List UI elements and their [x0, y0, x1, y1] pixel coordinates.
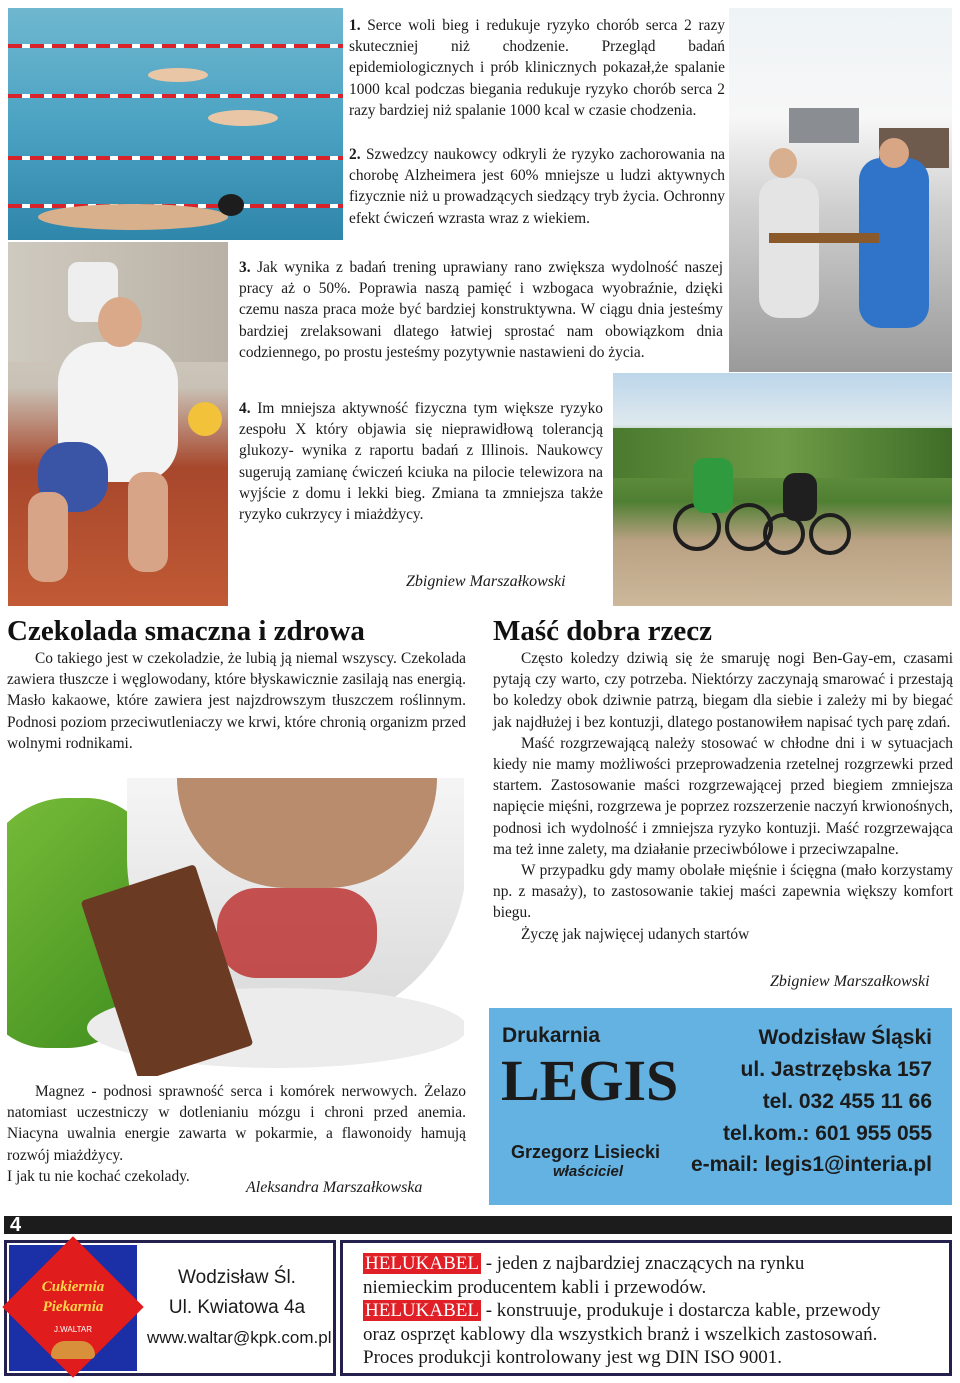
helukabel-brand: HELUKABEL: [365, 1300, 479, 1321]
footer-bar: [4, 1216, 952, 1234]
legis-street: ul. Jastrzębska 157: [740, 1058, 932, 1081]
article-signature: Zbigniew Marszałkowski: [406, 573, 566, 590]
chocolate-signature: Aleksandra Marszałkowska: [246, 1179, 423, 1196]
helukabel-line-4: oraz osprzęt kablowy dla wszystkich branż i wszelkich zastosowań.: [363, 1323, 878, 1345]
legis-owner-role: właściciel: [553, 1163, 624, 1180]
legis-logo: LEGIS: [501, 1048, 679, 1113]
helukabel-advertisement: [340, 1240, 952, 1376]
paragraph-text: Szwedzcy naukowcy odkryli że ryzyko zachorowania na chorobę Alzheimera jest 60% mniejsze u ludzi aktywnych fizycznie niż u prowadzących siedzący tryb życia. Ochronny efekt ćwiczeń wzrasta wraz z wiekiem.: [349, 146, 725, 227]
waltar-logo-line2: Piekarnia: [42, 1299, 104, 1315]
waltar-website: www.waltar@kpk.com.pl: [147, 1328, 332, 1347]
helukabel-brand: HELUKABEL: [365, 1253, 479, 1274]
cocoa-cup-photo: [7, 778, 464, 1076]
waltar-logo-line1: Cukiernia: [41, 1279, 105, 1295]
paragraph-text: Im mniejsza aktywność fizyczna tym większe ryzyko zespołu X który objawia się nieprawidłową tolerancją glukozy- wynika z raportu badań z Illinois. Naukowcy sugerują zamianę ćwiczeń kciuka na pilocie telewizora na wyjście z domu i lekki bieg. Zmiana ta zmniejsza także ryzyko cukrzycy i miażdżycy.: [239, 400, 603, 524]
ointment-signature: Zbigniew Marszałkowski: [770, 973, 930, 990]
chocolate-intro: [7, 648, 466, 754]
legis-city: Wodzisław Śląski: [758, 1026, 932, 1049]
helukabel-line-1: HELUKABEL - jeden z najbardziej znaczących na rynku: [365, 1253, 805, 1274]
helukabel-line-3: HELUKABEL - konstruuje, produkuje i dostarcza kable, przewody: [365, 1300, 881, 1321]
paragraph-number: 2.: [349, 146, 361, 163]
paragraph-number: 3.: [239, 259, 251, 276]
article-paragraph-1: [349, 15, 725, 121]
waltar-logo-brand: J.WALTAR: [53, 1325, 93, 1334]
cycling-photo: [613, 373, 952, 606]
paragraph-text: Serce woli bieg i redukuje ryzyko chorób serca 2 razy skuteczniej niż chodzenie. Przegląd badań epidemiologicznych i prób klinicznych pokazał,że spalanie 1000 kcal podczas biegania redukuje ryzyko chorób serca 2 razy bardziej niż spalanie 1000 kcal w czasie chodzenia.: [349, 17, 725, 119]
article-paragraph-4: [239, 398, 603, 525]
ointment-paragraph-3: W przypadku gdy mamy obolałe mięśnie i ścięgna (mało korzystamy np. z masaży), to zastosowanie takiej maści zapewnia większy komfort biegu.: [493, 862, 953, 922]
helukabel-line-2: niemieckim producentem kabli i przewodów.: [363, 1276, 707, 1298]
chocolate-paragraph-2: Magnez - podnosi sprawność serca i komórek nerwowych. Żelazo natomiast uczestniczy w dotlenianiu mózgu i chroni przed anemia. Niacyna uwalnia energie zawarta w pokarmie, a flawonoidy hamują rozwój miażdżycy.: [7, 1083, 466, 1164]
ointment-title: Maść dobra rzecz: [493, 615, 713, 647]
paragraph-number: 4.: [239, 400, 251, 417]
page-number: 4: [10, 1214, 22, 1236]
article-paragraph-3: [239, 257, 723, 363]
paragraph-number: 1.: [349, 17, 361, 34]
volleyball-photo: [8, 242, 228, 606]
article-paragraph-2: [349, 144, 725, 229]
ointment-paragraph-4: Życzę jak najwięcej udanych startów: [521, 925, 750, 943]
chocolate-title: Czekolada smaczna i zdrowa: [7, 615, 365, 647]
legis-label: Drukarnia: [502, 1024, 601, 1047]
paragraph-text: Jak wynika z badań trening uprawiany rano zwiększa wydolność naszej pracy aż o 50%. Poprawia naszą pamięć i wzbogaca wyobraźnie, dzięki czemu nasza praca może być bardziej konstruktywna. W ciągu dnia jesteśmy bardziej zrelaksowani dlatego łatwiej sprostać nam obowiązkom dnia codziennego, po prostu jesteśmy pozytywnie nastawieni do życia.: [239, 259, 723, 361]
chocolate-paragraph-3: I jak tu nie kochać czekolady.: [7, 1167, 190, 1185]
legis-owner: Grzegorz Lisiecki: [511, 1142, 661, 1162]
running-photo: [729, 8, 952, 372]
waltar-city: Wodzisław Śl.: [178, 1267, 296, 1288]
chocolate-paragraph-1: Co takiego jest w czekoladzie, że lubią ją niemal wszyscy. Czekolada zawiera tłuszcze i węglowodany, które błyskawicznie zasilają nas energią. Masło kakaowe, które zawiera jest najzdrowszym tłuszczem roślinnym. Podnosi poziom przeciwutleniaczy we krwi, które chronią organizm przed wolnymi rodnikami.: [7, 650, 466, 752]
waltar-advertisement: [4, 1240, 336, 1376]
ointment-body: [493, 648, 953, 945]
legis-mobile: tel.kom.: 601 955 055: [723, 1122, 932, 1145]
legis-email: e-mail: legis1@interia.pl: [690, 1153, 932, 1176]
swimming-photo: [8, 8, 343, 240]
ointment-paragraph-2: Maść rozgrzewającą należy stosować w chłodne dni i w sytuacjach kiedy nie mamy możliwości przeprowadzenia rzetelnej rozgrzewki przed startem. Zastosowanie maści rozgrzewającej przed biegiem zmniejsza napięcie mięśni, rozgrzewa je poprzez rozszerzenie naczyń krwionośnych, podnosi ich wydolność i zmniejsza ryzyko kontuzji. Maść rozgrzewająca ma też inne zalety, ma działanie przeciwbólowe i przeciwzapalne.: [493, 734, 953, 858]
waltar-street: Ul. Kwiatowa 4a: [168, 1297, 306, 1318]
croissant-icon: [51, 1341, 95, 1359]
legis-advertisement: [489, 1008, 952, 1205]
ointment-paragraph-1: Często koledzy dziwią się że smaruję nogi Ben-Gay-em, czasami pytają czy warto, czy potrzeba. Niektórzy zaczynają smarować i przestają bo koledzy obok dziwnie patrzą, biegam dla siebie i zależy mi by biegać jak najdłużej i bez kontuzji, dlatego postanowiłem napisać tych parę zdań.: [493, 650, 953, 731]
chocolate-body: [7, 1081, 466, 1187]
legis-phone: tel. 032 455 11 66: [762, 1090, 932, 1113]
helukabel-line-5: Proces produkcji kontrolowany jest wg DIN ISO 9001.: [363, 1347, 783, 1368]
waltar-logo: [9, 1245, 137, 1371]
